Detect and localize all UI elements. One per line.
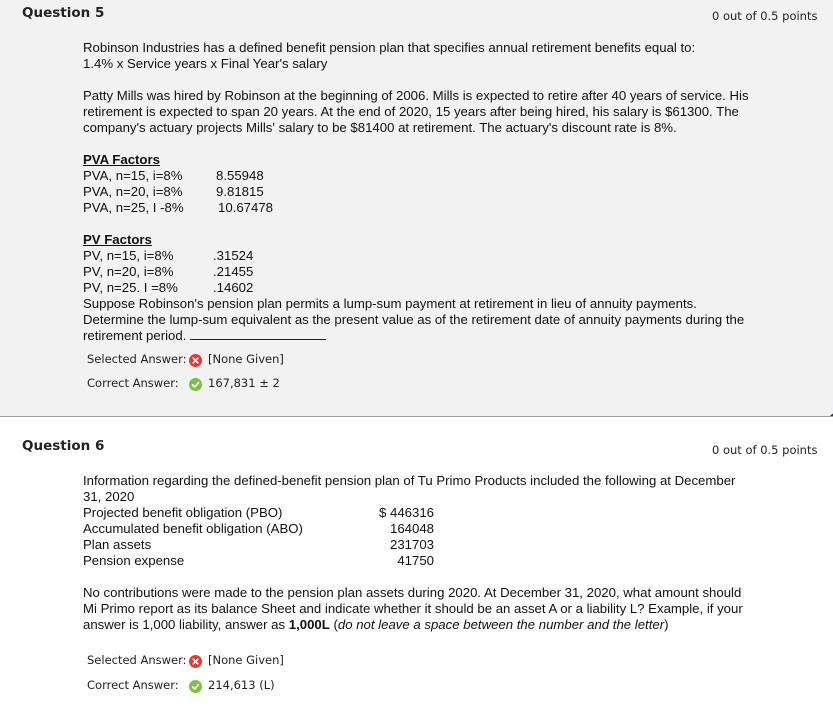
pva-row-label: PVA, n=25, I -8% [83, 200, 184, 215]
prompt-line [83, 617, 743, 633]
pva-row-value: 8.55948 [216, 168, 264, 183]
answer-blank [190, 328, 326, 340]
pv-row-label: PV, n=20, i=8% [83, 264, 174, 279]
correct-check-icon [189, 680, 202, 693]
question-6-prompt [83, 585, 743, 633]
pv-row-value: .14602 [213, 280, 254, 295]
correct-answer-label: Correct Answer: [87, 678, 179, 692]
scenario-line: retirement is expected to span 20 years. At the end of 2020, 15 years after being hired, his salary is $61300. The [83, 104, 739, 119]
pva-row-value: 9.81815 [216, 184, 264, 199]
question-6-panel [0, 416, 833, 710]
pv-factors-heading: PV Factors [83, 232, 152, 247]
plan-assets-label: Plan assets [83, 537, 152, 552]
prompt-line-text: retirement period. [83, 328, 187, 343]
prompt-line [83, 328, 744, 344]
pension-expense-value: 41750 [397, 553, 434, 568]
question-6-intro [83, 473, 735, 505]
selected-answer-value: [None Given] [208, 352, 284, 366]
intro-line: Information regarding the defined-benefit pension plan of Tu Primo Products included the following at December [83, 473, 736, 488]
plan-assets-value: 231703 [389, 537, 434, 552]
scenario-line: Patty Mills was hired by Robinson at the beginning of 2006. Mills is expected to retire after 40 years of service. His [83, 88, 749, 103]
prompt-line: Suppose Robinson's pension plan permits a lump-sum payment at retirement in lieu of annuity payments. [83, 296, 697, 311]
prompt-text: ) [664, 617, 669, 632]
question-5-prompt [83, 296, 744, 344]
question-5-title: Question 5 [22, 5, 105, 21]
prompt-text: ( [329, 617, 338, 632]
correct-answer-value: 167,831 ± 2 [208, 376, 280, 390]
abo-label: Accumulated benefit obligation (ABO) [83, 521, 303, 536]
question-6-title: Question 6 [22, 438, 105, 454]
selected-answer-value: [None Given] [208, 653, 284, 667]
question-5-intro [83, 40, 695, 72]
question-5-points: 0 out of 0.5 points [712, 9, 818, 23]
correct-check-icon [189, 378, 202, 391]
abo-value: 164048 [389, 521, 434, 536]
selected-answer-label: Selected Answer: [87, 653, 187, 667]
prompt-line: No contributions were made to the pension plan assets during 2020. At December 31, 2020, what amount should [83, 585, 742, 600]
question-5-scenario [83, 88, 749, 136]
intro-line: Robinson Industries has a defined benefit pension plan that specifies annual retirement benefits equal to: [83, 40, 696, 55]
question-6-points: 0 out of 0.5 points [712, 443, 818, 457]
prompt-line: Determine the lump-sum equivalent as the present value as of the retirement date of annuity payments during the [83, 312, 745, 327]
prompt-text: answer is 1,000 liability, answer as [83, 617, 289, 632]
instruction-note: do not leave a space between the number and the letter [337, 617, 665, 632]
example-answer: 1,000L [288, 617, 330, 632]
pbo-label: Projected benefit obligation (PBO) [83, 505, 283, 520]
pva-row-label: PVA, n=20, i=8% [83, 184, 183, 199]
intro-line: 1.4% x Service years x Final Year's salary [83, 56, 328, 71]
incorrect-x-icon [189, 655, 202, 668]
correct-answer-value: 214,613 (L) [208, 678, 275, 692]
scenario-line: company's actuary projects Mills' salary to be $81400 at retirement. The actuary's discount rate is 8%. [83, 120, 677, 135]
pva-factors-heading: PVA Factors [83, 152, 160, 167]
pension-expense-label: Pension expense [83, 553, 185, 568]
correct-answer-label: Correct Answer: [87, 376, 179, 390]
pva-row-value: 10.67478 [218, 200, 274, 215]
incorrect-x-icon [189, 354, 202, 367]
pva-row-label: PVA, n=15, i=8% [83, 168, 183, 183]
pv-row-label: PV, n=25. I =8% [83, 280, 178, 295]
pv-row-value: .21455 [213, 264, 254, 279]
pbo-value: $ 446316 [378, 505, 434, 520]
pv-row-label: PV, n=15, i=8% [83, 248, 174, 263]
selected-answer-label: Selected Answer: [87, 352, 187, 366]
pv-row-value: .31524 [213, 248, 254, 263]
intro-line: 31, 2020 [83, 489, 135, 504]
prompt-line: Mi Primo report as its balance Sheet and indicate whether it should be an asset A or a liability L? Example, if your [83, 601, 743, 616]
